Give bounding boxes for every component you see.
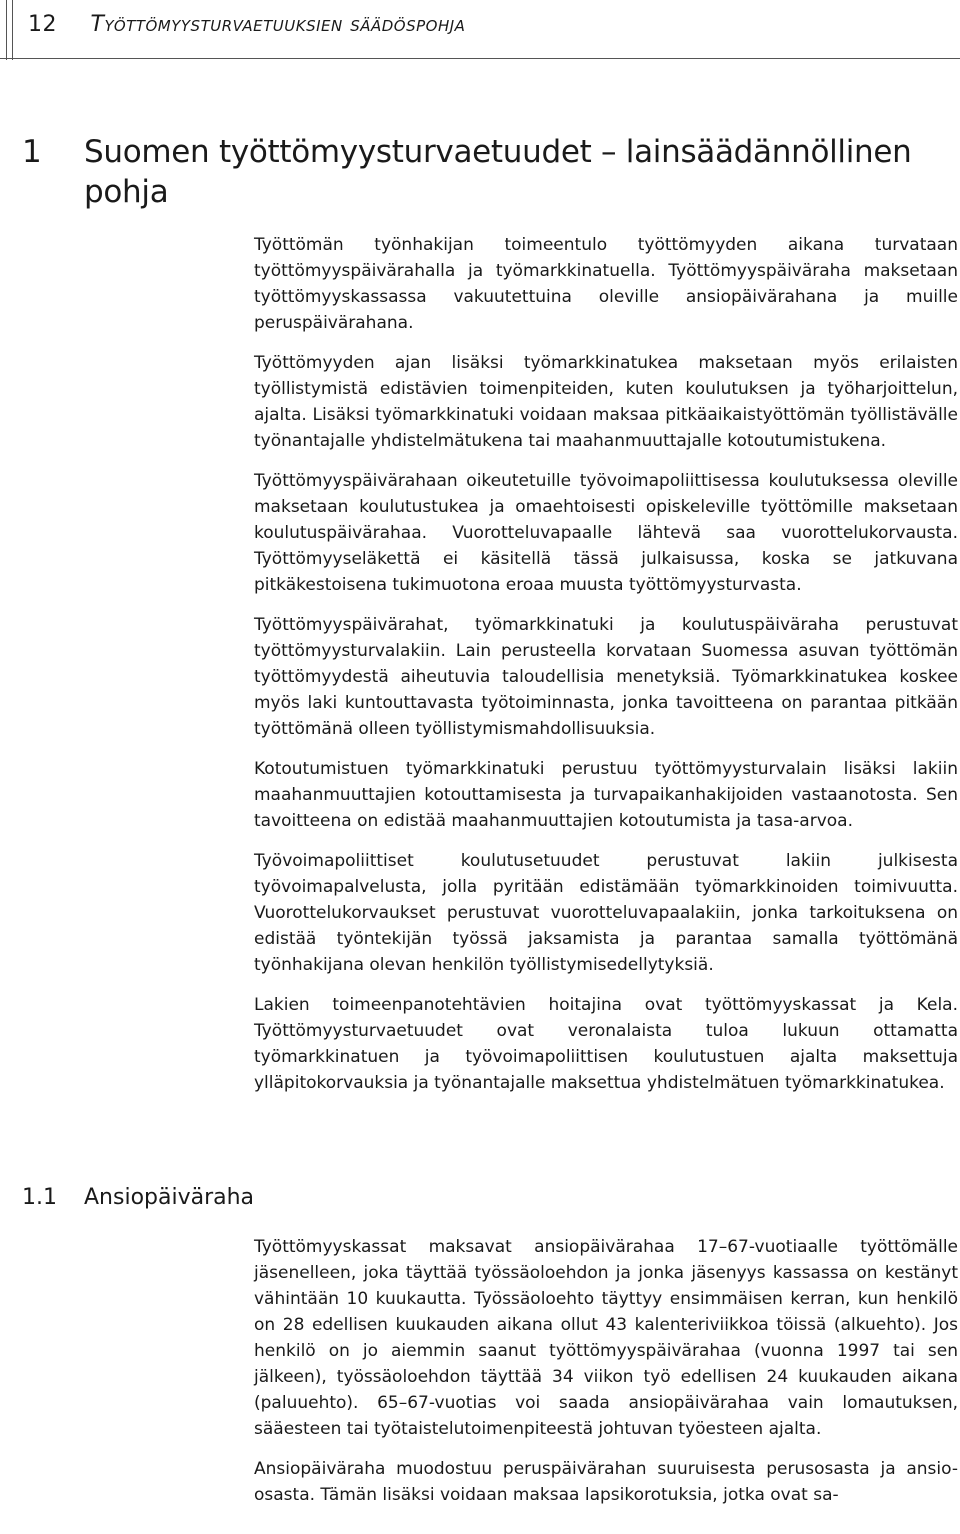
margin-rule-2 — [12, 0, 13, 60]
section-title — [22, 1183, 254, 1213]
page-number: 12 — [28, 12, 57, 37]
paragraph: Kotoutumistuen työmarkkinatuki perustuu työttömyysturvalain lisäksi lakiin maahanmuuttajien kotouttamisesta ja turvapaikanhakijoiden vastaanotosta. Sen tavoitteena on edistää maahanmuuttajien kotoutumista ja tasa-arvoa. — [254, 759, 958, 831]
paragraph: Ansiopäiväraha muodostuu peruspäivärahan suuruisesta perusosasta ja ansio-osasta. Tämän lisäksi voidaan maksaa lapsikorotuksia, jotka ovat sa- — [254, 1459, 958, 1505]
paragraph: Työttömyyspäivärahat, työmarkkinatuki ja koulutuspäiväraha perustuvat työttömyysturvalakiin. Lain perusteella korvataan Suomessa asuvan työttömän työttömyydestä aiheutuvia taloudellisia menetyksiä. Työmarkkinatukea koskee myös laki kuntouttavasta työtoiminnasta, jonka tavoitteena on parantaa pitkään työttömänä olleen työllistymismahdollisuuksia. — [254, 615, 958, 739]
paragraph: Työvoimapoliittiset koulutusetuudet perustuvat lakiin julkisesta työvoimapalvelusta, jolla pyritään edistämään työmarkkinoiden toimivuutta. Vuorottelukorvaukset perustuvat vuorotteluvapaalakiin, jonka tarkoituksena on edistää työntekijän työssä jaksamista ja parantaa samalla työttömänä työnhakijana olevan henkilön työllistymisedellytyksiä. — [254, 851, 958, 975]
running-title: Työttömyysturvaetuuksien säädöspohja — [90, 12, 466, 37]
header-rule — [0, 58, 960, 59]
section-number: 1.1 — [22, 1185, 57, 1210]
paragraph: Työttömyyspäivärahaan oikeutetuille työvoimapoliittisessa koulutuksessa oleville maksetaan koulutustukea ja omaehtoisesti opiskeleville työttömille maksetaan koulutuspäivärahaa. Vuorotteluvapaalle lähtevä saa vuorottelukorvausta. Työttömyyseläkettä ei käsitellä tässä julkaisussa, koska se jatkuvana pitkäkestoisena tukimuotona eroaa muusta työttömyysturvasta. — [254, 471, 958, 595]
paragraph: Työttömyyden ajan lisäksi työmarkkinatukea maksetaan myös erilaisten työllistymistä edistävien toimenpiteiden, kuten koulutuksen ja työharjoittelun, ajalta. Lisäksi työmarkkinatuki voidaan maksaa pitkäaikaistyöttömän työllistävälle työnantajalle yhdistelmätukena tai maahanmuuttajalle kotoutumistukena. — [254, 353, 958, 451]
margin-rule-1 — [6, 0, 7, 60]
paragraph: Työttömän työnhakijan toimeentulo työttömyyden aikana turvataan työttömyyspäivärahalla ja työmarkkinatuella. Työttömyyspäiväraha maksetaan työttömyyskassassa vakuutettuina oleville ansiopäivärahana ja muille peruspäivärahana. — [254, 235, 958, 333]
paragraph: Lakien toimeenpanotehtävien hoitajina ovat työttömyyskassat ja Kela. Työttömyysturvaetuudet ovat veronalaista tuloa lukuun ottamatta työmarkkinatuen ja työvoimapoliittisen koulutustuen ajalta maksettuja ylläpitokorvauksia ja työnantajalle maksettua yhdistelmätuen työmarkkinatukea. — [254, 995, 958, 1093]
chapter-number: 1 — [22, 134, 42, 170]
section-body — [254, 1234, 958, 1522]
running-head — [28, 12, 465, 37]
chapter-title-text: Suomen työttömyysturvaetuudet – lainsäädännöllinen pohja — [84, 134, 912, 210]
section-title-text: Ansiopäiväraha — [84, 1185, 255, 1210]
chapter-title — [22, 132, 952, 212]
paragraph: Työttömyyskassat maksavat ansiopäivärahaa 17–67-vuotiaalle työttömälle jäsenelleen, joka täyttää työssäoloehdon ja jonka jäsenyys kassassa on kestänyt vähintään 10 kuukautta. Työssäoloehto täyttyy ensimmäisen kerran, kun henkilö on 28 edellisen kuukauden aikana ollut 43 kalenteriviikkoa töissä (alkuehto). Jos henkilö on jo aiemmin saanut työttömyyspäivärahaa (vuonna 1997 tai sen jälkeen), työssäoloehdon täyttää 34 viikon työ edellisen 24 kuukauden aikana (paluuehto). 65–67-vuotias voi saada ansiopäivärahaa vain lomautuksen, sääesteen tai työtaistelutoimenpiteestä johtuvan työesteen ajalta. — [254, 1237, 958, 1439]
chapter-body — [254, 232, 958, 1110]
